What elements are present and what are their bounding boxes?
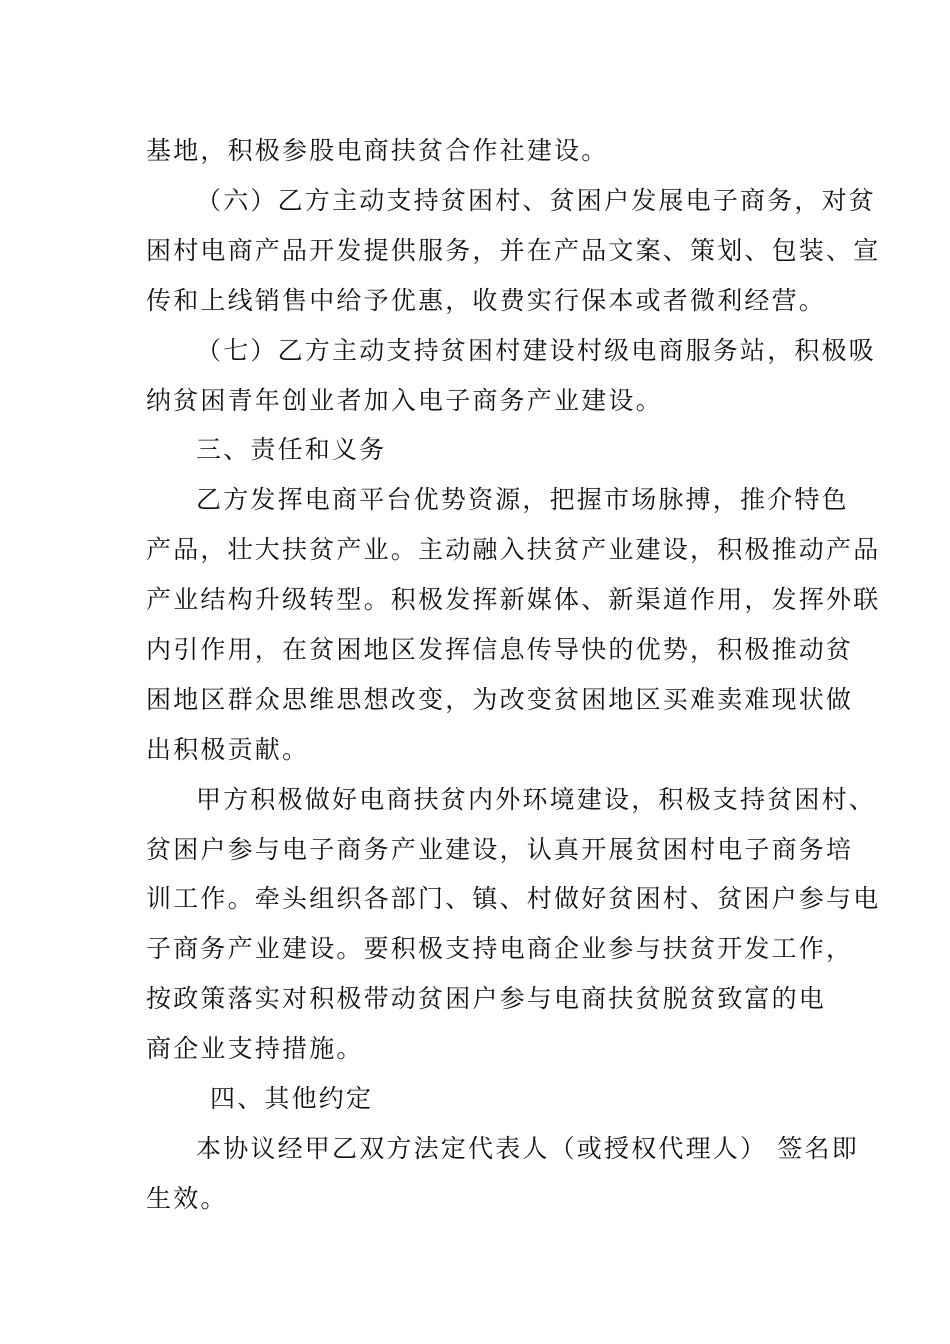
- body-text-line: 贫困户参与电子商务产业建设，认真开展贫困村电子商务培: [146, 835, 854, 864]
- body-text-line: 困村电商产品开发提供服务，并在产品文案、策划、包装、宣: [146, 236, 881, 265]
- body-text-line: 内引作用，在贫困地区发挥信息传导快的优势，积极推动贫: [146, 635, 854, 664]
- body-text-line: 基地，积极参股电商扶贫合作社建设。: [146, 136, 609, 165]
- body-text-line: 乙方发挥电商平台优势资源，把握市场脉搏，推介特色: [196, 485, 849, 514]
- body-text-line: 商企业支持措施。: [146, 1034, 364, 1063]
- body-text-line: 训工作。牵头组织各部门、镇、村做好贫困村、贫困户参与电: [146, 884, 881, 913]
- body-text-line: 产品，壮大扶贫产业。主动融入扶贫产业建设，积极推动产品: [146, 535, 881, 564]
- body-text-line: 按政策落实对积极带动贫困户参与电商扶贫脱贫致富的电: [146, 984, 827, 1013]
- body-text-line: 纳贫困青年创业者加入电子商务产业建设。: [146, 386, 663, 415]
- body-text-line: 子商务产业建设。要积极支持电商企业参与扶贫开发工作，: [146, 934, 854, 963]
- body-text-line: 本协议经甲乙双方法定代表人（或授权代理人） 签名即: [196, 1134, 859, 1163]
- paragraph-7-line: （七）乙方主动支持贫困村建设村级电商服务站，积极吸: [196, 336, 877, 365]
- body-text-line: 传和上线销售中给予优惠，收费实行保本或者微利经营。: [146, 286, 827, 315]
- section-heading-4: 四、其他约定: [210, 1084, 374, 1113]
- body-text-line: 产业结构升级转型。积极发挥新媒体、新渠道作用，发挥外联: [146, 585, 881, 614]
- body-text-line: 甲方积极做好电商扶贫内外环境建设，积极支持贫困村、: [196, 785, 877, 814]
- paragraph-6-line: （六）乙方主动支持贫困村、贫困户发展电子商务，对贫: [196, 186, 877, 215]
- body-text-line: 困地区群众思维思想改变，为改变贫困地区买难卖难现状做: [146, 685, 854, 714]
- section-heading-3: 三、责任和义务: [196, 435, 387, 464]
- body-text-line: 出积极贡献。: [146, 735, 310, 764]
- body-text-line: 生效。: [146, 1184, 228, 1213]
